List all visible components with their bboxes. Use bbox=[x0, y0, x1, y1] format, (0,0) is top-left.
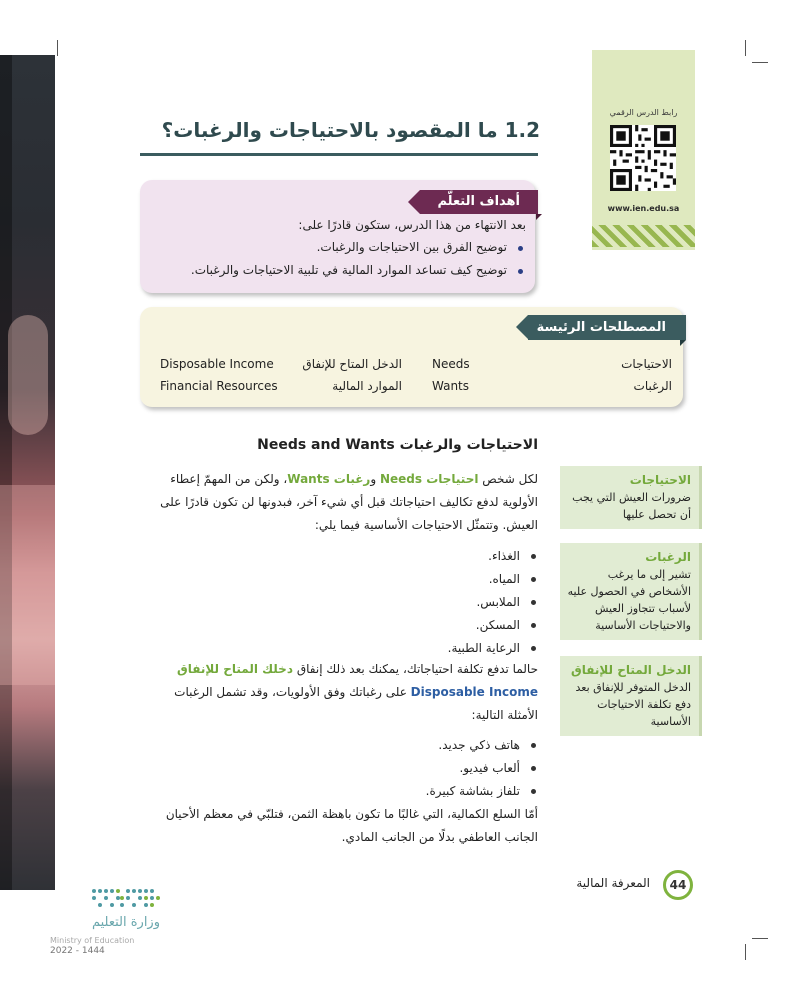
title-underline bbox=[140, 153, 538, 156]
bullet-icon bbox=[531, 743, 536, 748]
list-item-text: ألعاب فيديو. bbox=[459, 761, 520, 775]
definition-text: تشير إلى ما يرغب الأشخاص في الحصول عليه لأسباب تتجاوز العيش والاحتياجات الأساسية bbox=[567, 568, 691, 632]
text-run: ، ولكن من المهمّ إعطاء الأولوية لدفع تكاليف احتياجاتك قبل أي شيء آخر، فبدونها لن تكون قادرًا على العيش. وتتمثّل الاحتياجات الأساسية فيما يلي: bbox=[160, 472, 538, 532]
term-resources-ar: الموارد المالية bbox=[332, 379, 402, 393]
term-needs-ar: الاحتياجات bbox=[621, 357, 672, 371]
keyword-disposable-income-en: Disposable Income bbox=[410, 685, 538, 699]
term-wants-en: Wants bbox=[432, 379, 470, 393]
key-terms-heading: المصطلحات الرئيسة bbox=[528, 315, 686, 340]
lesson-number: 1.2 bbox=[504, 118, 540, 142]
list-item bbox=[340, 637, 538, 660]
list-item bbox=[340, 545, 538, 568]
list-item-text: توضيح الفرق بين الاحتياجات والرغبات. bbox=[316, 240, 507, 254]
definition-text: ضرورات العيش التي يجب أن تحصل عليها bbox=[572, 491, 691, 521]
definition-term: الاحتياجات bbox=[629, 473, 691, 487]
lesson-title-text: ما المقصود بالاحتياجات والرغبات؟ bbox=[161, 118, 498, 142]
list-item-text: المسكن. bbox=[475, 618, 520, 632]
keyword-needs: احتياجات Needs bbox=[379, 472, 479, 486]
section-title: الاحتياجات والرغبات Needs and Wants bbox=[257, 437, 538, 453]
bullet-icon bbox=[531, 766, 536, 771]
decorative-pattern-band bbox=[592, 225, 695, 247]
digital-lesson-panel bbox=[592, 50, 695, 250]
portal-url[interactable]: www.ien.edu.sa bbox=[607, 204, 680, 213]
definition-term: الرغبات bbox=[645, 550, 691, 564]
list-item bbox=[340, 591, 538, 614]
list-item-text: توضيح كيف تساعد الموارد المالية في تلبية الاحتياجات والرغبات. bbox=[190, 263, 507, 277]
objectives-intro: بعد الانتهاء من هذا الدرس، ستكون قادرًا على: bbox=[298, 218, 526, 232]
bullet-icon bbox=[531, 600, 536, 605]
paragraph-needs-intro bbox=[140, 468, 538, 537]
list-item bbox=[340, 757, 538, 780]
bullet-icon bbox=[531, 554, 536, 559]
photo-shadow bbox=[0, 55, 12, 890]
definition-disposable-income bbox=[560, 656, 702, 736]
crop-mark-top-right-h bbox=[752, 62, 768, 63]
term-disposable-ar: الدخل المتاح للإنفاق bbox=[302, 357, 402, 371]
definition-text: الدخل المتوفر للإنفاق بعد دفع تكلفة الاحتياجات الأساسية bbox=[575, 681, 691, 728]
objectives-list bbox=[150, 240, 525, 286]
text-run: على رغباتك وفق الأولويات، وقد تشمل الرغبات الأمثلة التالية: bbox=[174, 685, 538, 722]
list-item-text: تلفاز بشاشة كبيرة. bbox=[425, 784, 520, 798]
digital-lesson-caption: رابط الدرس الرقمي bbox=[609, 108, 678, 117]
list-item bbox=[340, 780, 538, 803]
bullet-icon bbox=[518, 269, 523, 274]
crop-mark-top-left bbox=[57, 40, 58, 56]
list-item-text: الرعاية الطبية. bbox=[447, 641, 520, 655]
list-item-text: الغذاء. bbox=[488, 549, 520, 563]
lesson-title bbox=[140, 118, 540, 142]
ministry-name-en: Ministry of Education bbox=[50, 936, 135, 945]
learning-objectives-heading: أهداف التعلّم bbox=[420, 190, 538, 214]
text-run: و bbox=[370, 472, 380, 486]
keyword-wants: رغبات Wants bbox=[287, 472, 371, 486]
term-needs-en: Needs bbox=[432, 357, 470, 371]
photo-highlight-lower bbox=[0, 485, 55, 685]
definition-wants bbox=[560, 543, 702, 640]
paragraph-disposable-income bbox=[140, 658, 538, 727]
list-item bbox=[340, 568, 538, 591]
list-item-text: هاتف ذكي جديد. bbox=[438, 738, 520, 752]
paragraph-luxury-goods: أمّا السلع الكمالية، التي غالبًا ما تكون باهظة الثمن، فتلبّي في معظم الأحيان الجانب العاطفي بدلًا من الجانب المادي. bbox=[165, 807, 538, 844]
definition-needs bbox=[560, 466, 702, 529]
wants-list bbox=[340, 734, 538, 803]
ministry-logo bbox=[50, 880, 175, 960]
crop-mark-bottom-right-h bbox=[752, 938, 768, 939]
cover-photo-strip bbox=[0, 55, 55, 890]
list-item bbox=[340, 734, 538, 757]
needs-list bbox=[340, 545, 538, 660]
definition-term: الدخل المتاح للإنفاق bbox=[571, 663, 691, 677]
list-item-text: المياه. bbox=[488, 572, 520, 586]
crop-mark-top-right-v bbox=[745, 40, 746, 56]
list-item bbox=[150, 240, 525, 254]
list-item bbox=[150, 263, 525, 277]
ministry-name-ar: وزارة التعليم bbox=[91, 915, 160, 930]
keyword-disposable-income-ar: دخلك المتاح للإنفاق bbox=[177, 662, 293, 676]
crop-mark-bottom-right-v bbox=[745, 944, 746, 960]
bullet-icon bbox=[531, 789, 536, 794]
term-resources-en: Financial Resources bbox=[160, 379, 278, 393]
text-run: لكل شخص bbox=[478, 472, 538, 486]
photo-highlight bbox=[8, 315, 48, 435]
edition-year: 2022 - 1444 bbox=[50, 946, 105, 956]
ministry-dots-icon bbox=[88, 885, 168, 913]
text-run: حالما تدفع تكلفة احتياجاتك، يمكنك بعد ذلك إنفاق bbox=[293, 662, 538, 676]
term-wants-ar: الرغبات bbox=[633, 379, 672, 393]
bullet-icon bbox=[531, 623, 536, 628]
book-title: المعرفة المالية bbox=[576, 876, 650, 890]
bullet-icon bbox=[518, 246, 523, 251]
list-item-text: الملابس. bbox=[476, 595, 520, 609]
qr-code-icon[interactable] bbox=[610, 125, 676, 191]
page-number: 44 bbox=[663, 870, 693, 900]
bullet-icon bbox=[531, 577, 536, 582]
list-item bbox=[340, 614, 538, 637]
bullet-icon bbox=[531, 646, 536, 651]
term-disposable-en: Disposable Income bbox=[160, 357, 274, 371]
